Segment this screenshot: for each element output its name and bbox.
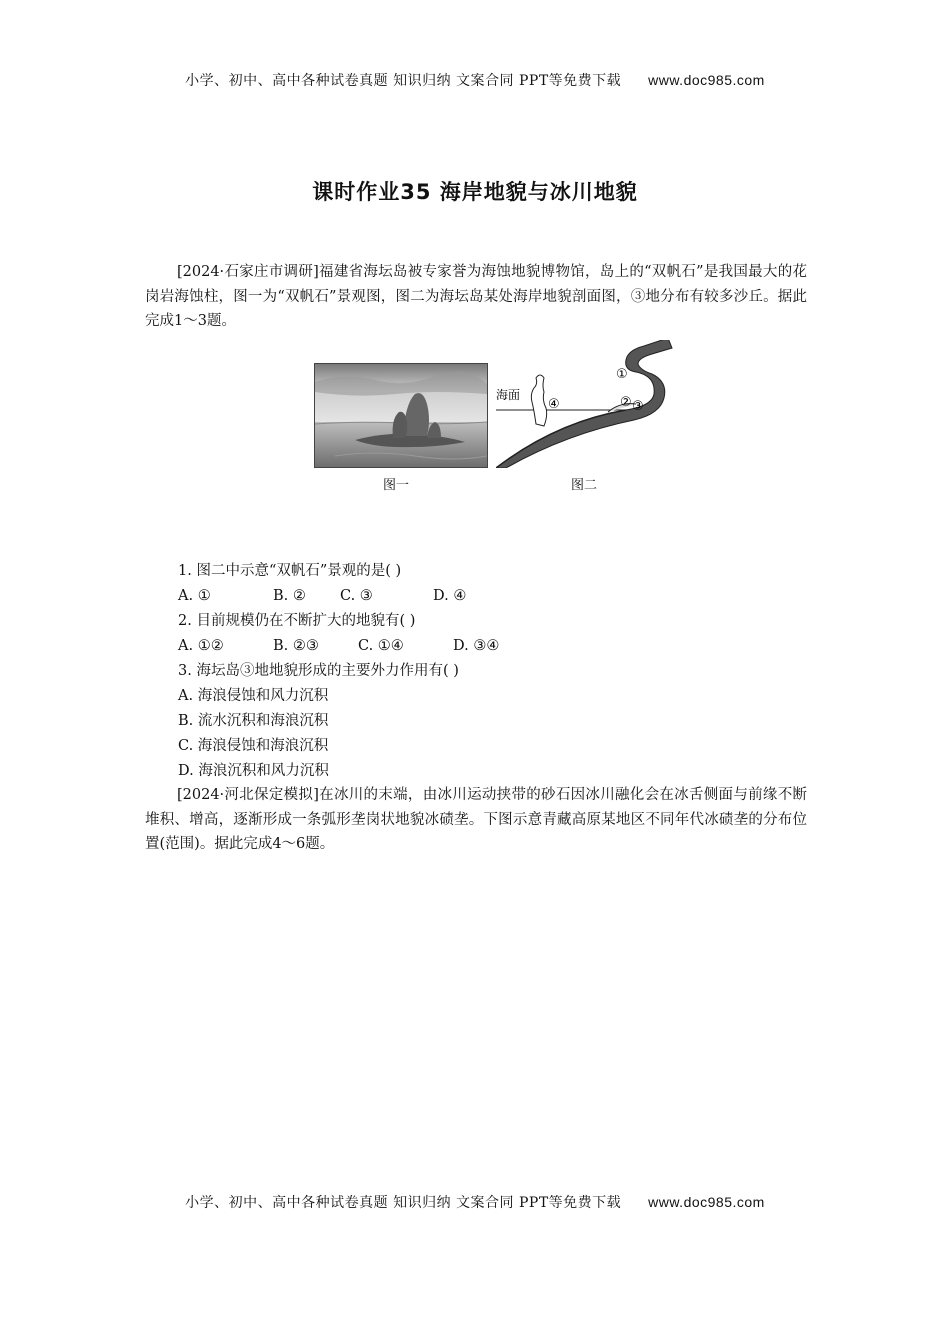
intro-2-text: [2024·河北保定模拟]在冰川的末端，由冰川运动挟带的砂石因冰川融化会在冰舌侧面与前缘不断堆积、增高，逐渐形成一条弧形垄岗状地貌冰碛垄。下图示意青藏高原某地区不同年代冰碛垄的分布位置(范围)。据此完成4～6题。 <box>145 787 807 852</box>
sea-level-label: 海面 <box>496 388 521 402</box>
q3-option-b[interactable]: B. 流水沉积和海浪沉积 <box>178 713 329 729</box>
figure-1-photo <box>314 363 488 468</box>
question-3-stem: 3. 海坛岛③地地貌形成的主要外力作用有( ) <box>178 663 459 679</box>
q2-option-b[interactable]: B. ②③ <box>273 638 319 654</box>
q2-option-c[interactable]: C. ①④ <box>358 638 404 654</box>
figure-2-coastal-profile <box>496 340 676 468</box>
header-text: 小学、初中、高中各种试卷真题 知识归纳 文案合同 PPT等免费下载 <box>185 73 622 89</box>
twin-sail-rock-photo <box>315 364 487 467</box>
figure-1-caption: 图一 <box>383 478 410 493</box>
question-2-options <box>178 636 499 656</box>
marker-2: ② <box>620 395 632 410</box>
page-header <box>0 70 950 90</box>
intro-paragraph-1 <box>145 260 807 334</box>
coastal-profile-diagram <box>496 340 676 468</box>
q1-option-b[interactable]: B. ② <box>273 588 306 604</box>
q1-option-a[interactable]: A. ① <box>178 588 211 604</box>
question-1-options <box>178 586 466 606</box>
footer-site-link[interactable]: www.doc985.com <box>648 1194 765 1210</box>
page-footer <box>0 1192 950 1212</box>
q3-option-d[interactable]: D. 海浪沉积和风力沉积 <box>178 763 329 779</box>
page-title: 课时作业35 海岸地貌与冰川地貌 <box>312 180 638 204</box>
intro-paragraph-2 <box>145 783 807 857</box>
marker-4: ④ <box>548 397 560 412</box>
figure-block <box>313 358 673 493</box>
q1-option-d[interactable]: D. ④ <box>433 588 467 604</box>
marker-3: ③ <box>632 399 644 414</box>
q1-option-c[interactable]: C. ③ <box>340 588 373 604</box>
header-site-link[interactable]: www.doc985.com <box>648 72 765 88</box>
q3-option-a[interactable]: A. 海浪侵蚀和风力沉积 <box>178 688 329 704</box>
intro-1-text: [2024·石家庄市调研]福建省海坛岛被专家誉为海蚀地貌博物馆，岛上的“双帆石”是我国最大的花岗岩海蚀柱，图一为“双帆石”景观图，图二为海坛岛某处海岸地貌剖面图，③地分布有较多沙丘。据此完成1～3题。 <box>145 264 807 329</box>
question-1-stem: 1. 图二中示意“双帆石”景观的是( ) <box>178 563 402 579</box>
question-2-stem: 2. 目前规模仍在不断扩大的地貌有( ) <box>178 613 416 629</box>
q2-option-d[interactable]: D. ③④ <box>453 638 500 654</box>
figure-2-caption: 图二 <box>571 478 598 493</box>
q3-option-c[interactable]: C. 海浪侵蚀和海浪沉积 <box>178 738 329 754</box>
q2-option-a[interactable]: A. ①② <box>178 638 224 654</box>
marker-1: ① <box>616 367 628 382</box>
footer-text: 小学、初中、高中各种试卷真题 知识归纳 文案合同 PPT等免费下载 <box>185 1195 622 1211</box>
